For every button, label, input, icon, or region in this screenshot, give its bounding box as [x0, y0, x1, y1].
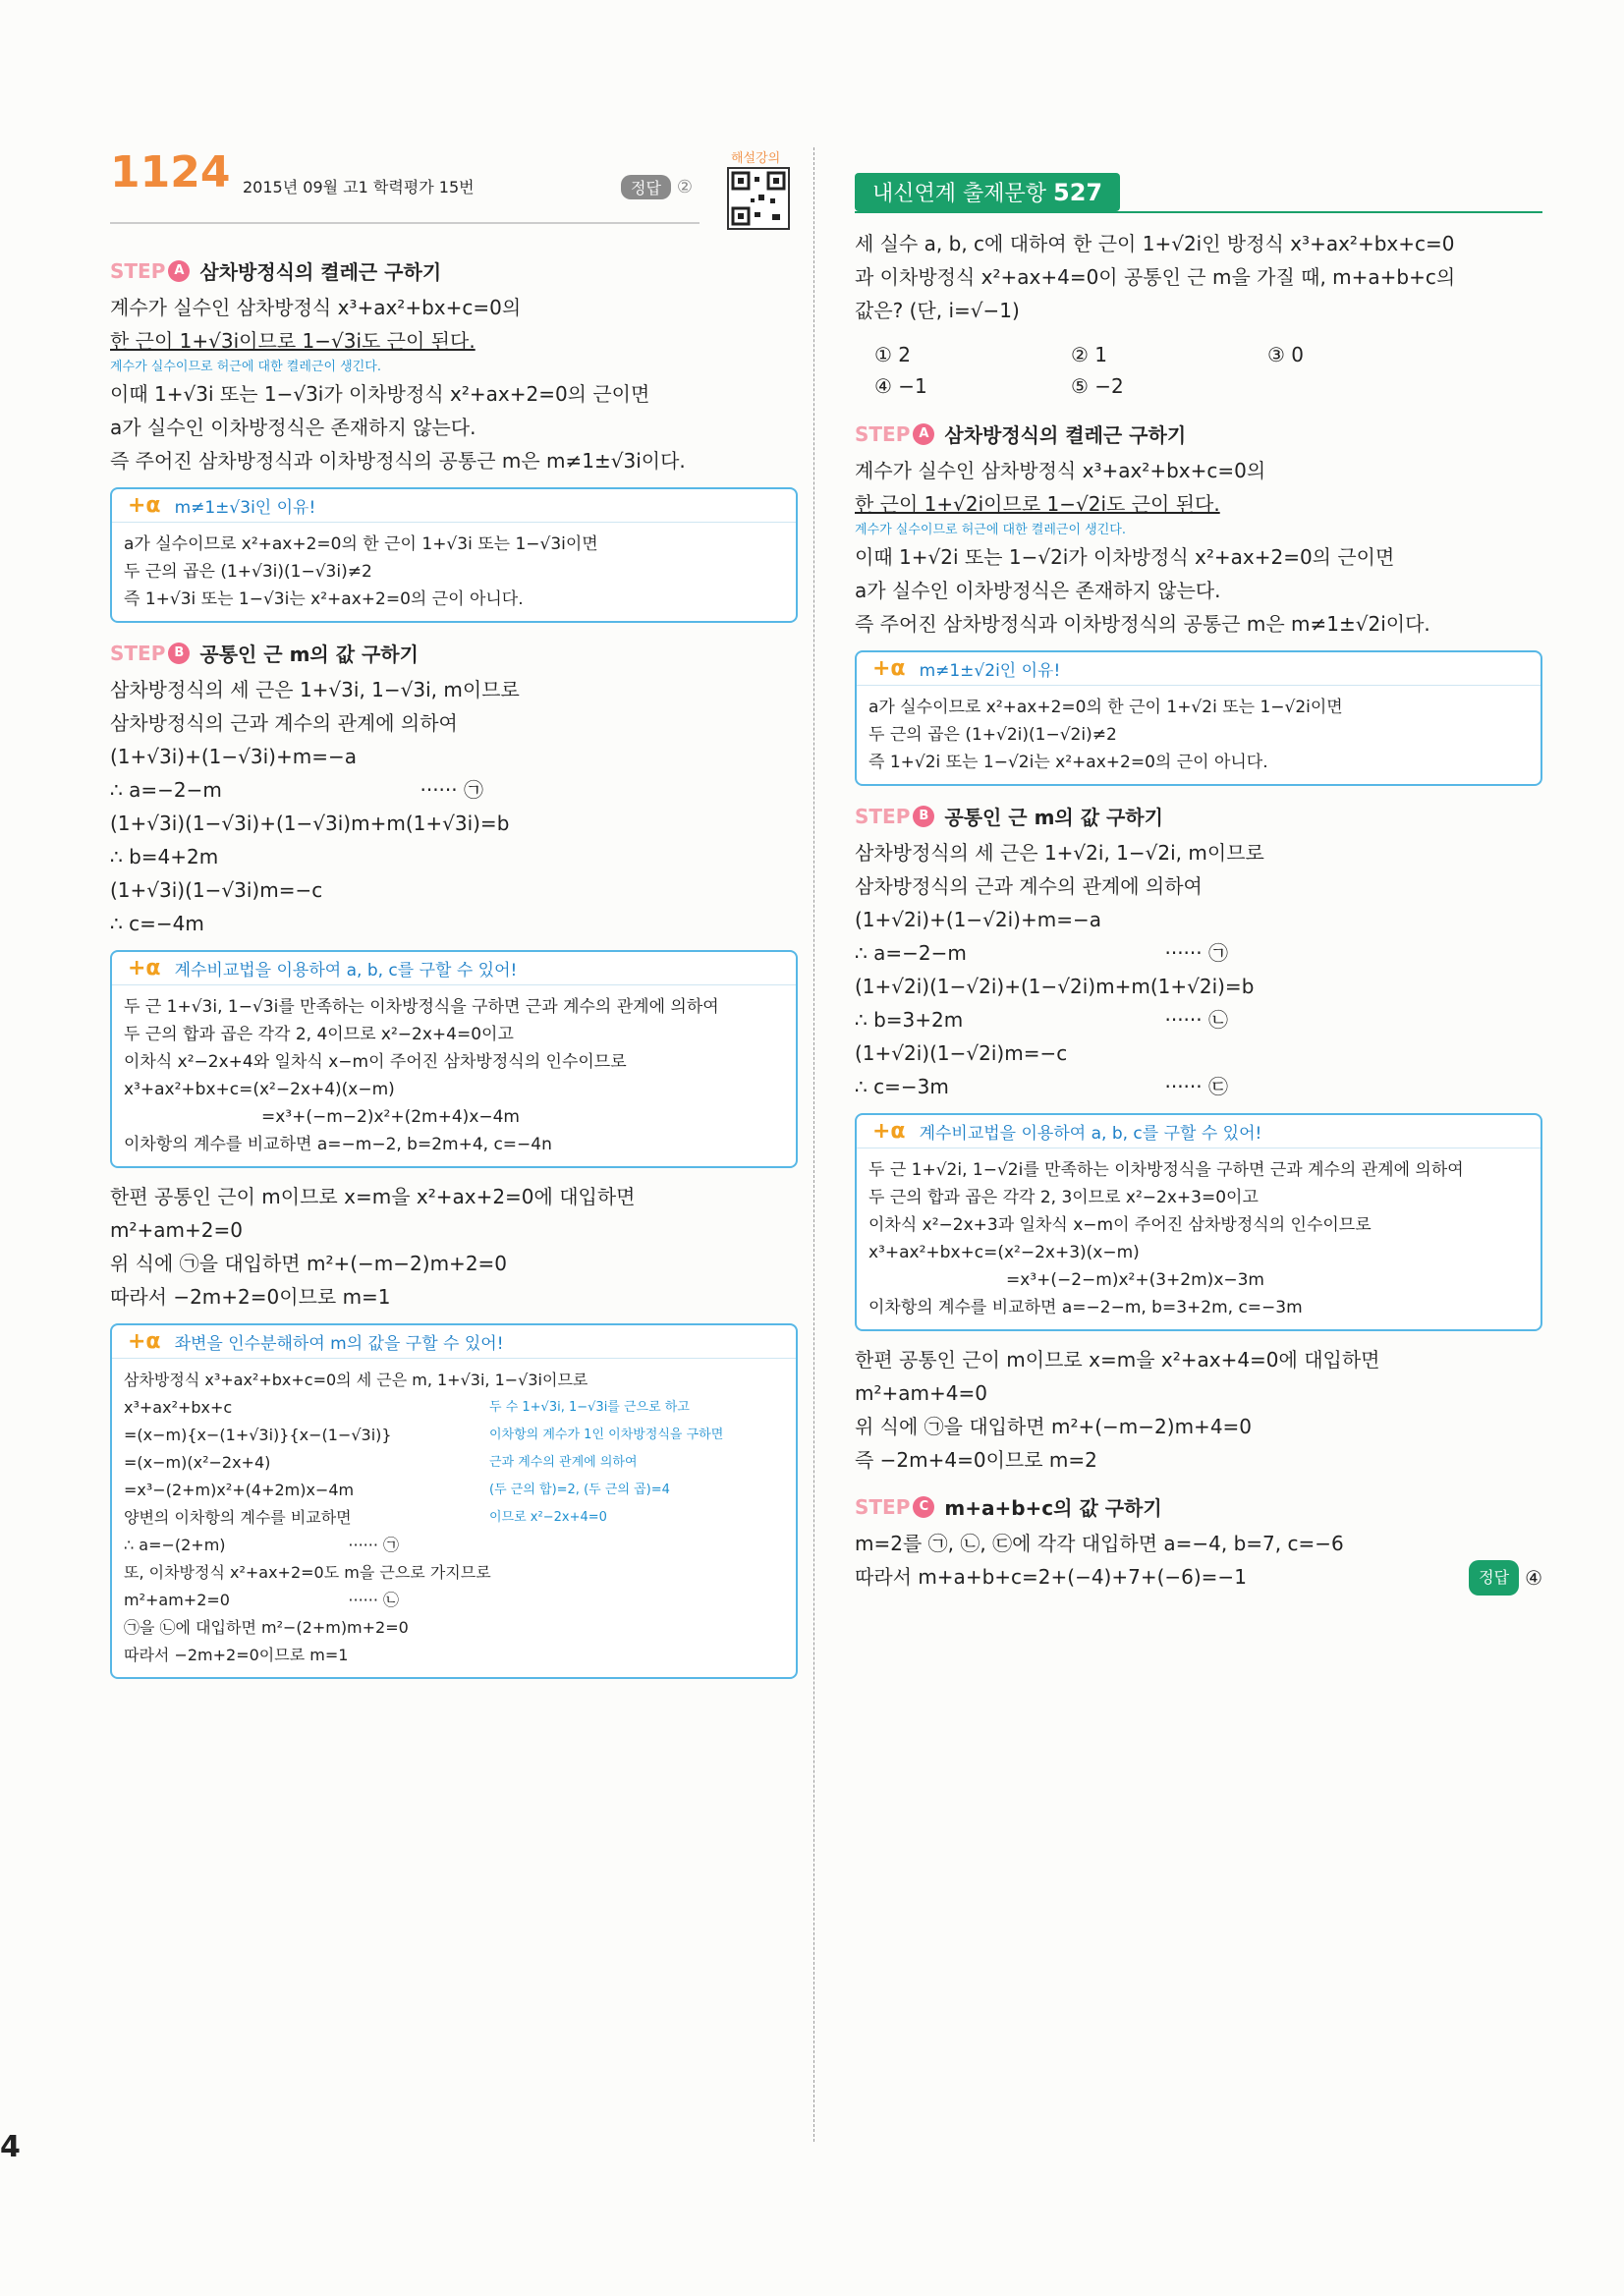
- text-line: 위 식에 ㉠을 대입하면 m²+(−m−2)m+2=0: [110, 1252, 508, 1275]
- equation: ∴ c=−3m: [855, 1075, 949, 1098]
- tip-line: 이차항의 계수를 비교하면 a=−m−2, b=2m+4, c=−4n: [124, 1135, 552, 1154]
- header-label: 내신연계 출제문항: [872, 182, 1047, 206]
- side-note: 근과 계수의 관계에 의하여: [489, 1455, 638, 1470]
- header-number: 527: [1053, 179, 1103, 206]
- problem-header: [110, 147, 798, 226]
- step-title: m+a+b+c의 값 구하기: [944, 1496, 1162, 1520]
- tip-line: 또, 이차방정식 x²+ax+2=0도 m을 근으로 가지므로: [124, 1563, 491, 1582]
- side-note: 두 수 1+√3i, 1−√3i를 근으로 하고: [489, 1400, 690, 1415]
- tip-line: 즉 1+√3i 또는 1−√3i는 x²+ax+2=0의 근이 아니다.: [124, 589, 524, 609]
- step-label: STEP: [110, 641, 166, 665]
- step-title: 삼차방정식의 켤레근 구하기: [199, 260, 442, 284]
- problem-source: 2015년 09월 고1 학력평가 15번: [243, 178, 475, 196]
- text-line: 즉 주어진 삼차방정식과 이차방정식의 공통근 m은 m≠1±√2i이다.: [855, 612, 1430, 636]
- text-line: 계수가 실수인 삼차방정식 x³+ax²+bx+c=0의: [855, 459, 1266, 482]
- tip-line: 이차식 x²−2x+3과 일차식 x−m이 주어진 삼차방정식의 인수이므로: [868, 1215, 1372, 1235]
- tip-title: 좌변을 인수분해하여 m의 값을 구할 수 있어!: [174, 1334, 504, 1354]
- tip-line: a가 실수이므로 x²+ax+2=0의 한 근이 1+√3i 또는 1−√3i이면: [124, 534, 598, 554]
- tip-line: 두 근의 곱은 (1+√3i)(1−√3i)≠2: [124, 562, 372, 582]
- tip-box: [110, 1323, 798, 1679]
- column-divider: [813, 147, 814, 2142]
- text-line: 이때 1+√3i 또는 1−√3i가 이차방정식 x²+ax+2=0의 근이면: [110, 382, 650, 406]
- equation: m²+am+2=0: [110, 1218, 243, 1242]
- choice-5[interactable]: ⑤ −2: [1071, 374, 1124, 398]
- equation: ∴ a=−2−m: [110, 778, 222, 802]
- side-note: 계수가 실수이므로 허근에 대한 켤레근이 생긴다.: [110, 360, 381, 374]
- choice-3[interactable]: ③ 0: [1267, 343, 1305, 366]
- text-line: 따라서 m+a+b+c=2+(−4)+7+(−6)=−1: [855, 1565, 1247, 1589]
- tip-line: =x³+(−m−2)x²+(2m+4)x−4m: [261, 1107, 520, 1127]
- equation: ∴ b=4+2m: [110, 845, 219, 868]
- answer-choices: [874, 339, 1542, 402]
- plus-alpha-icon: +α: [128, 493, 161, 518]
- tip-line: 즉 1+√2i 또는 1−√2i는 x²+ax+2=0의 근이 아니다.: [868, 753, 1268, 772]
- step-b-heading: [855, 802, 1542, 830]
- tip-title: m≠1±√2i인 이유!: [919, 661, 1061, 681]
- tip-line: 양변의 이차항의 계수를 비교하면: [124, 1508, 352, 1527]
- linked-problem-header: [855, 173, 1542, 213]
- tip-box: [110, 950, 798, 1168]
- step-letter: A: [168, 260, 190, 282]
- equation: m²+am+4=0: [855, 1381, 987, 1405]
- step-b-heading: [110, 639, 798, 667]
- qr-label: 해설강의: [731, 151, 781, 166]
- tip-line: ㉠을 ㉡에 대입하면 m²−(2+m)m+2=0: [124, 1618, 409, 1637]
- side-note: 이므로 x²−2x+4=0: [489, 1510, 607, 1525]
- step-letter: C: [913, 1496, 934, 1518]
- step-title: 삼차방정식의 켤레근 구하기: [944, 423, 1187, 447]
- step-title: 공통인 근 m의 값 구하기: [944, 806, 1163, 829]
- text-line: 한편 공통인 근이 m이므로 x=m을 x²+ax+4=0에 대입하면: [855, 1348, 1380, 1372]
- equation: (1+√3i)+(1−√3i)+m=−a: [110, 745, 357, 768]
- text-line: 따라서 −2m+2=0이므로 m=1: [110, 1285, 391, 1309]
- side-note: (두 근의 합)=2, (두 근의 곱)=4: [489, 1483, 670, 1497]
- step-c-heading: [855, 1492, 1542, 1521]
- plus-alpha-icon: +α: [872, 656, 906, 681]
- step-letter: A: [913, 423, 934, 445]
- page-number: 4: [0, 2130, 21, 2164]
- equation: (1+√2i)(1−√2i)+(1−√2i)m+m(1+√2i)=b: [855, 975, 1255, 998]
- plus-alpha-icon: +α: [128, 956, 161, 980]
- tip-line: x³+ax²+bx+c=(x²−2x+3)(x−m): [868, 1243, 1140, 1262]
- choice-2[interactable]: ② 1: [1071, 343, 1108, 366]
- step-a-heading: [110, 256, 798, 285]
- tip-line: m²+am+2=0: [124, 1591, 230, 1609]
- choice-4[interactable]: ④ −1: [874, 374, 927, 398]
- tip-line: 이차항의 계수를 비교하면 a=−2−m, b=3+2m, c=−3m: [868, 1298, 1303, 1317]
- step-label: STEP: [855, 421, 911, 446]
- tip-line: 두 근 1+√3i, 1−√3i를 만족하는 이차방정식을 구하면 근과 계수의 관계에 의하여: [124, 997, 719, 1017]
- answer-mark: ②: [676, 177, 694, 197]
- answer-indicator: [621, 175, 693, 199]
- text-line: 즉 −2m+4=0이므로 m=2: [855, 1448, 1097, 1472]
- tip-line: 따라서 −2m+2=0이므로 m=1: [124, 1646, 349, 1664]
- tip-line: a가 실수이므로 x²+ax+2=0의 한 근이 1+√2i 또는 1−√2i이면: [868, 698, 1343, 717]
- question-line: 값은? (단, i=√−1): [855, 299, 1020, 322]
- step-letter: B: [913, 806, 934, 827]
- answer-badge: 정답: [621, 175, 671, 199]
- tip-line: 두 근의 합과 곱은 각각 2, 4이므로 x²−2x+4=0이고: [124, 1025, 514, 1044]
- equation-marker: ······ ㉠: [348, 1536, 399, 1554]
- tip-box: [110, 487, 798, 623]
- side-note: 계수가 실수이므로 허근에 대한 켤레근이 생긴다.: [855, 523, 1126, 537]
- qr-code-icon[interactable]: [727, 167, 790, 230]
- text-line: 삼차방정식의 세 근은 1+√2i, 1−√2i, m이므로: [855, 841, 1264, 865]
- text-line: 삼차방정식의 세 근은 1+√3i, 1−√3i, m이므로: [110, 678, 520, 701]
- question-line: 과 이차방정식 x²+ax+4=0이 공통인 근 m을 가질 때, m+a+b+c의: [855, 265, 1456, 289]
- text-line: 한 근이 1+√3i이므로 1−√3i도 근이 된다.: [110, 329, 476, 353]
- step-title: 공통인 근 m의 값 구하기: [199, 643, 419, 666]
- tip-line: x³+ax²+bx+c: [124, 1398, 233, 1417]
- tip-line: 이차식 x²−2x+4와 일차식 x−m이 주어진 삼차방정식의 인수이므로: [124, 1052, 627, 1072]
- text-line: 삼차방정식의 근과 계수의 관계에 의하여: [110, 711, 458, 735]
- tip-title: m≠1±√3i인 이유!: [174, 498, 316, 518]
- side-note: 이차항의 계수가 1인 이차방정식을 구하면: [489, 1428, 724, 1442]
- tip-title: 계수비교법을 이용하여 a, b, c를 구할 수 있어!: [919, 1124, 1262, 1144]
- equation: ∴ c=−4m: [110, 912, 204, 935]
- equation-marker: ······ ㉢: [1164, 1075, 1228, 1098]
- tip-title: 계수비교법을 이용하여 a, b, c를 구할 수 있어!: [174, 961, 518, 980]
- equation: (1+√3i)(1−√3i)+(1−√3i)m+m(1+√3i)=b: [110, 812, 510, 835]
- tip-box: [855, 1113, 1542, 1331]
- tip-box: [855, 650, 1542, 786]
- tip-line: 두 근 1+√2i, 1−√2i를 만족하는 이차방정식을 구하면 근과 계수의 관계에 의하여: [868, 1160, 1464, 1180]
- choice-1[interactable]: ① 2: [874, 343, 912, 366]
- tip-line: =x³+(−2−m)x²+(3+2m)x−3m: [1006, 1270, 1264, 1290]
- text-line: m=2를 ㉠, ㉡, ㉢에 각각 대입하면 a=−4, b=7, c=−6: [855, 1532, 1344, 1555]
- answer-indicator: [1469, 1560, 1542, 1596]
- tip-line: 삼차방정식 x³+ax²+bx+c=0의 세 근은 m, 1+√3i, 1−√3i이므로: [124, 1371, 588, 1389]
- step-letter: B: [168, 643, 190, 664]
- text-line: a가 실수인 이차방정식은 존재하지 않는다.: [855, 579, 1221, 602]
- equation: (1+√2i)+(1−√2i)+m=−a: [855, 908, 1101, 931]
- equation-marker: ······ ㉠: [420, 778, 483, 802]
- question-line: 세 실수 a, b, c에 대하여 한 근이 1+√2i인 방정식 x³+ax²+bx+c=0: [855, 232, 1455, 255]
- equation-marker: ······ ㉡: [348, 1591, 399, 1609]
- step-label: STEP: [855, 1494, 911, 1519]
- equation-marker: ······ ㉡: [1164, 1008, 1228, 1032]
- equation: (1+√3i)(1−√3i)m=−c: [110, 878, 323, 902]
- tip-line: 두 근의 곱은 (1+√2i)(1−√2i)≠2: [868, 725, 1117, 745]
- header-rule: [110, 222, 700, 224]
- step-label: STEP: [855, 804, 911, 828]
- tip-line: =x³−(2+m)x²+(4+2m)x−4m: [124, 1481, 355, 1499]
- answer-mark: ④: [1525, 1566, 1542, 1590]
- text-line: 한 근이 1+√2i이므로 1−√2i도 근이 된다.: [855, 492, 1220, 516]
- right-column: [855, 173, 1542, 1596]
- equation: (1+√2i)(1−√2i)m=−c: [855, 1041, 1068, 1065]
- plus-alpha-icon: +α: [128, 1329, 161, 1354]
- step-a-heading: [855, 420, 1542, 448]
- text-line: 즉 주어진 삼차방정식과 이차방정식의 공통근 m은 m≠1±√3i이다.: [110, 449, 686, 473]
- text-line: a가 실수인 이차방정식은 존재하지 않는다.: [110, 416, 476, 439]
- equation: ∴ b=3+2m: [855, 1008, 964, 1032]
- text-line: 위 식에 ㉠을 대입하면 m²+(−m−2)m+4=0: [855, 1415, 1253, 1438]
- tip-line: =(x−m){x−(1+√3i)}{x−(1−√3i)}: [124, 1426, 392, 1444]
- equation-marker: ······ ㉠: [1164, 941, 1228, 965]
- tip-line: =(x−m)(x²−2x+4): [124, 1453, 271, 1472]
- text-line: 계수가 실수인 삼차방정식 x³+ax²+bx+c=0의: [110, 296, 522, 319]
- problem-number: 1124: [110, 147, 231, 197]
- answer-badge: 정답: [1469, 1560, 1519, 1596]
- text-line: 삼차방정식의 근과 계수의 관계에 의하여: [855, 874, 1203, 898]
- equation: ∴ a=−2−m: [855, 941, 967, 965]
- text-line: 이때 1+√2i 또는 1−√2i가 이차방정식 x²+ax+2=0의 근이면: [855, 545, 1395, 569]
- plus-alpha-icon: +α: [872, 1119, 906, 1144]
- text-line: 한편 공통인 근이 m이므로 x=m을 x²+ax+2=0에 대입하면: [110, 1185, 636, 1208]
- left-column: [110, 241, 798, 1691]
- tip-line: x³+ax²+bx+c=(x²−2x+4)(x−m): [124, 1080, 395, 1099]
- tip-line: 두 근의 합과 곱은 각각 2, 3이므로 x²−2x+3=0이고: [868, 1188, 1259, 1207]
- step-label: STEP: [110, 258, 166, 283]
- tip-line: ∴ a=−(2+m): [124, 1536, 226, 1554]
